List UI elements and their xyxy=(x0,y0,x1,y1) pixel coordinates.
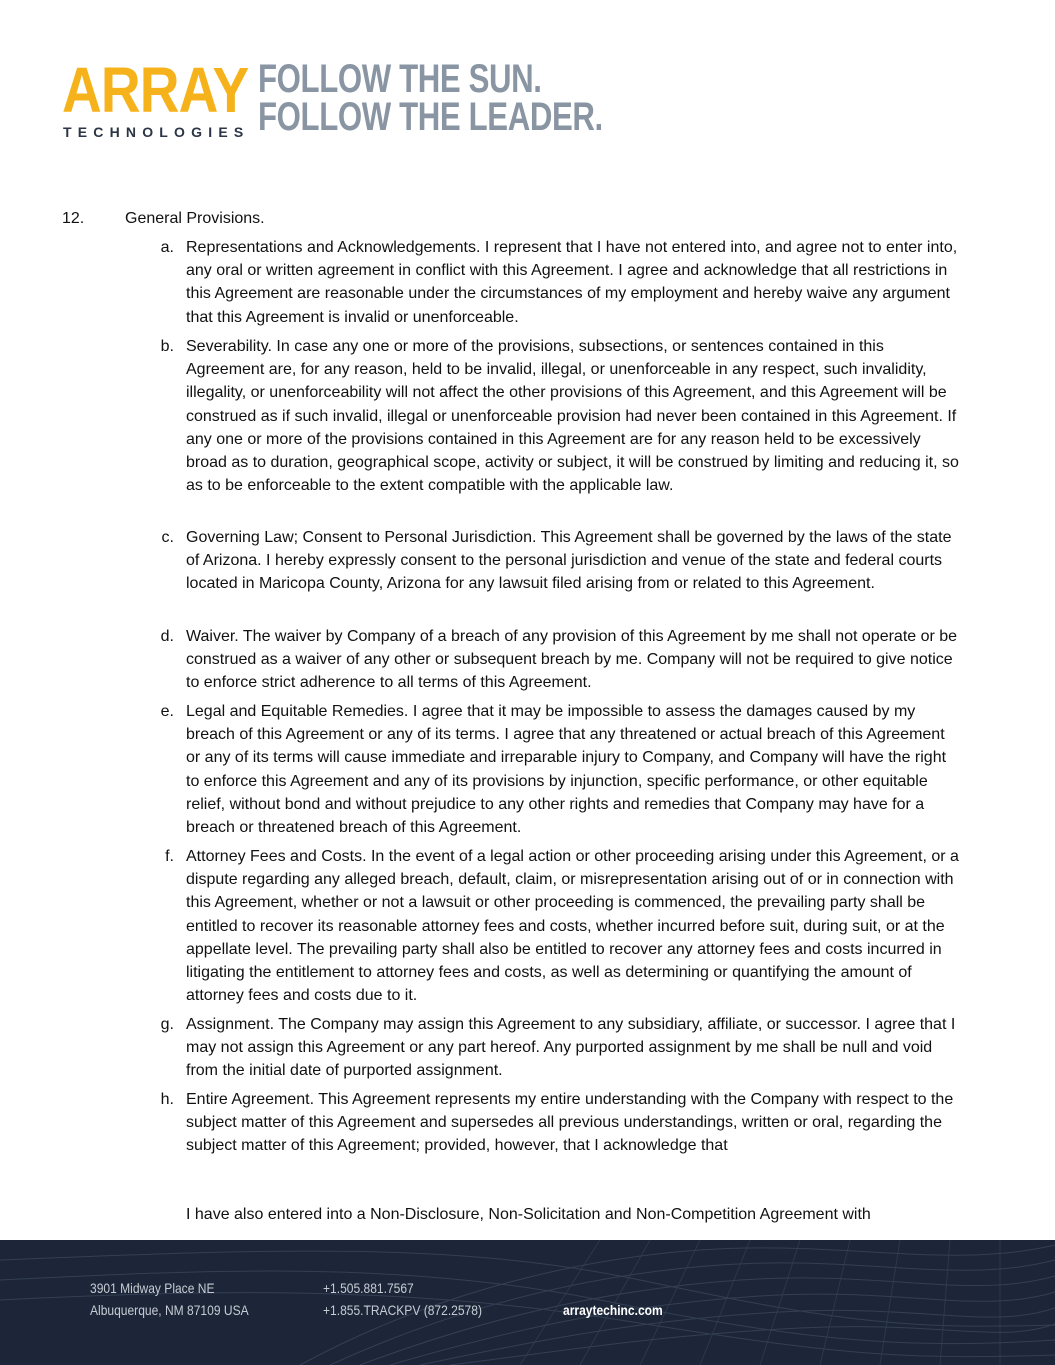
provision-text: Representations and Acknowledgements. I represent that I have not entered into, and agree not to enter into, any oral or written agreement in conflict with this Agreement. I agree and acknowledge that all restrictions in this Agreement are reasonable under the circumstances of my employment and hereby waive any argument that this Agreement is invalid or unenforceable. xyxy=(186,239,958,326)
phone-number-1: +1.505.881.7567 xyxy=(323,1280,414,1296)
provision-text: Severability. In case any one or more of the provisions, subsections, or sentences contained in this Agreement are, for any reason, held to be invalid, illegal, or unenforceable in any respect, such invalidity, illegality, or unenforceability will not affect the other provisions of this Agreement, and this Agreement will be construed as if such invalid, illegal or unenforceable provision had never been contained in this Agreement. If any one or more of the provisions contained in this Agreement are for any reason held to be excessively broad as to duration, geographical scope, activity or subject, it will be construed by limiting and reducing it, so as to be enforceable to the extent compatible with the applicable law. xyxy=(186,338,959,495)
footer-phones xyxy=(323,1277,482,1321)
address-line-2: Albuquerque, NM 87109 USA xyxy=(90,1302,249,1318)
tagline-line-1: FOLLOW THE SUN. xyxy=(258,57,542,101)
company-logo-subtext: TECHNOLOGIES xyxy=(63,124,250,140)
provision-text: Governing Law; Consent to Personal Jurisdiction. This Agreement shall be governed by the laws of the state of Arizona. I hereby expressly consent to the personal jurisdiction and venue of the state and federal courts located in Maricopa County, Arizona for any lawsuit filed arising from or related to this Agreement. xyxy=(186,529,952,593)
provision-letter: d. xyxy=(160,628,174,645)
continued-paragraph: I have also entered into a Non-Disclosure, Non-Solicitation and Non-Competition Agreement with xyxy=(186,1206,871,1223)
provision-letter: g. xyxy=(160,1016,174,1033)
address-line-1: 3901 Midway Place NE xyxy=(90,1280,215,1296)
provision-text: Entire Agreement. This Agreement represents my entire understanding with the Company with respect to the subject matter of this Agreement and supersedes all previous understandings, written or oral, regarding the subject matter of this Agreement; provided, however, that I acknowledge that xyxy=(186,1091,954,1155)
section-title: General Provisions. xyxy=(125,210,265,227)
provision-text: Waiver. The waiver by Company of a breach of any provision of this Agreement by me shall not operate or be construed as a waiver of any other or subsequent breach by me. Company will not be required to give notice to enforce strict adherence to all terms of this Agreement. xyxy=(186,628,958,692)
provision-letter: a. xyxy=(160,239,174,256)
provision-text: Legal and Equitable Remedies. I agree that it may be impossible to assess the damages caused by my breach of this Agreement or any of its terms. I agree that any threatened or actual breach of this Agreement or any of its terms will cause immediate and irreparable injury to Company, and Company will have the right to enforce this Agreement and any of its provisions by injunction, specific performance, or other equitable relief, without bond and without prejudice to any other rights and remedies that Company may have for a breach or threatened breach of this Agreement. xyxy=(186,703,947,837)
tagline-line-2: FOLLOW THE LEADER. xyxy=(258,95,603,139)
tagline xyxy=(258,57,603,139)
letterhead xyxy=(62,54,762,148)
provision-letter: f. xyxy=(165,848,174,865)
section-number: 12. xyxy=(62,210,85,227)
footer-address xyxy=(90,1277,249,1321)
footer-website-link[interactable]: arraytechinc.com xyxy=(563,1302,663,1318)
provision-letter: h. xyxy=(160,1091,174,1108)
provision-text: Attorney Fees and Costs. In the event of a legal action or other proceeding arising under this Agreement, or a dispute regarding any alleged breach, default, claim, or misrepresentation arising out of or in connection with this Agreement, whether or not a lawsuit or other proceeding is commenced, the prevailing party shall be entitled to recover its reasonable attorney fees and costs, whether incurred before suit, during suit, or at the appellate level. The prevailing party shall also be entitled to recover any attorney fees and costs incurred in litigating the entitlement to attorney fees and costs, as well as determining or quantifying the amount of attorney fees and costs due to it. xyxy=(186,848,959,1005)
provision-letter: c. xyxy=(161,529,174,546)
provision-letter: b. xyxy=(160,338,174,355)
company-logo: ARRAY xyxy=(62,54,249,126)
provision-text: Assignment. The Company may assign this Agreement to any subsidiary, affiliate, or successor. I agree that I may not assign this Agreement or any part hereof. Any purported assignment by me shall be null and void from the initial date of purported assignment. xyxy=(186,1016,956,1080)
phone-number-2: +1.855.TRACKPV (872.2578) xyxy=(323,1302,482,1318)
provision-letter: e. xyxy=(160,703,174,720)
page-footer xyxy=(0,1240,1055,1365)
